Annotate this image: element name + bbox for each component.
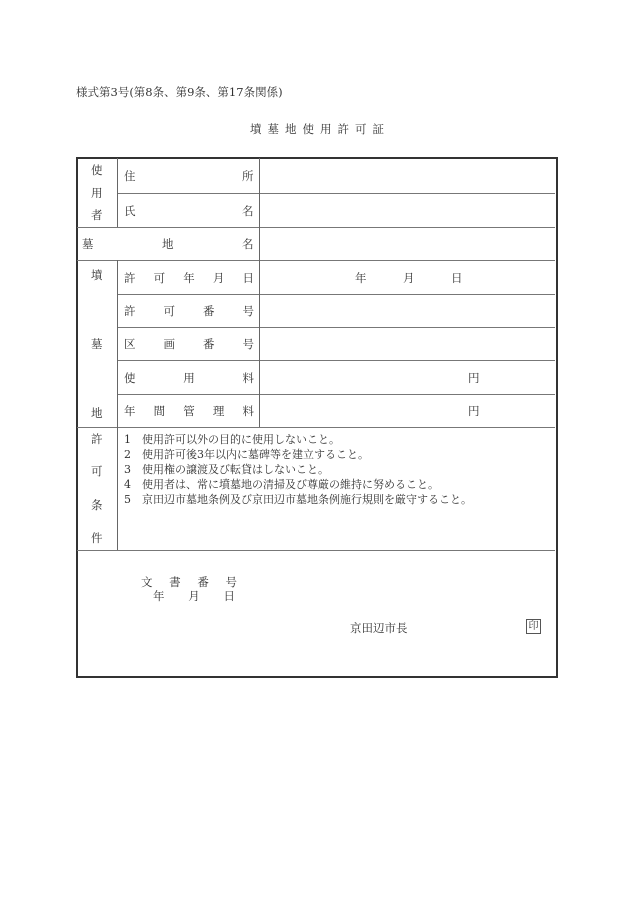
name-label-left: 氏 [124,204,136,218]
condition-item: 2 使用許可後3年以内に墓碑等を建立すること。 [124,448,369,461]
document-number-label: 文 書 番 号 [141,575,237,589]
conditions-group-label-2: 可 [91,464,103,478]
conditions-group-label-3: 条 [91,498,103,512]
condition-item: 5 京田辺市墓地条例及び京田辺市墓地条例施行規則を厳守すること。 [124,493,472,506]
column-divider [117,260,118,550]
name-field[interactable] [260,194,554,227]
document-title: 墳墓地使用許可証 [250,122,390,136]
plot-group-label-2: 墓 [91,337,103,351]
user-group-label-1: 使 [91,163,103,177]
annual-management-fee-field[interactable] [260,395,554,427]
column-divider [117,158,118,227]
permit-date-month-suffix: 月 [403,271,415,285]
condition-item: 4 使用者は、常に墳墓地の清掃及び尊厳の維持に努めること。 [124,478,439,491]
permit-date-day-suffix: 日 [451,271,463,285]
row-divider [77,550,555,551]
user-group-label-3: 者 [91,208,103,222]
address-label-right: 所 [242,169,254,183]
usage-fee-yen: 円 [468,371,480,385]
cemetery-name-field[interactable] [260,228,554,260]
address-label-left: 住 [124,169,136,183]
cemetery-name-label-3: 名 [242,237,254,251]
issue-date-label: 年 月 日 [153,589,235,603]
plot-group-label-1: 墳 [91,268,103,282]
cemetery-name-label-2: 地 [162,237,174,251]
conditions-list [124,432,472,507]
condition-item: 1 使用許可以外の目的に使用しないこと。 [124,433,340,446]
seal-icon: 印 [526,619,541,634]
plot-number-field[interactable] [260,328,554,360]
form-reference: 様式第3号(第8条、第9条、第17条関係) [76,85,283,99]
row-divider [77,427,555,428]
usage-fee-field[interactable] [260,361,554,394]
issuer-name: 京田辺市長 [350,621,408,635]
name-label-right: 名 [242,204,254,218]
address-field[interactable] [260,158,554,193]
permit-number-field[interactable] [260,295,554,327]
permit-date-label: 許 可 年 月 日 [124,271,254,285]
condition-item: 3 使用権の譲渡及び転貸はしないこと。 [124,463,329,476]
user-group-label-2: 用 [91,186,103,200]
cemetery-name-label-1: 墓 [82,237,94,251]
usage-fee-label: 使 用 料 [124,371,254,385]
plot-number-label: 区 画 番 号 [124,337,254,351]
annual-management-fee-label: 年 間 管 理 料 [124,404,254,418]
plot-group-label-3: 地 [91,406,103,420]
permit-number-label: 許 可 番 号 [124,304,254,318]
conditions-group-label-1: 許 [91,432,103,446]
conditions-group-label-4: 件 [91,531,103,545]
permit-date-year-suffix: 年 [355,271,367,285]
annual-management-fee-yen: 円 [468,404,480,418]
